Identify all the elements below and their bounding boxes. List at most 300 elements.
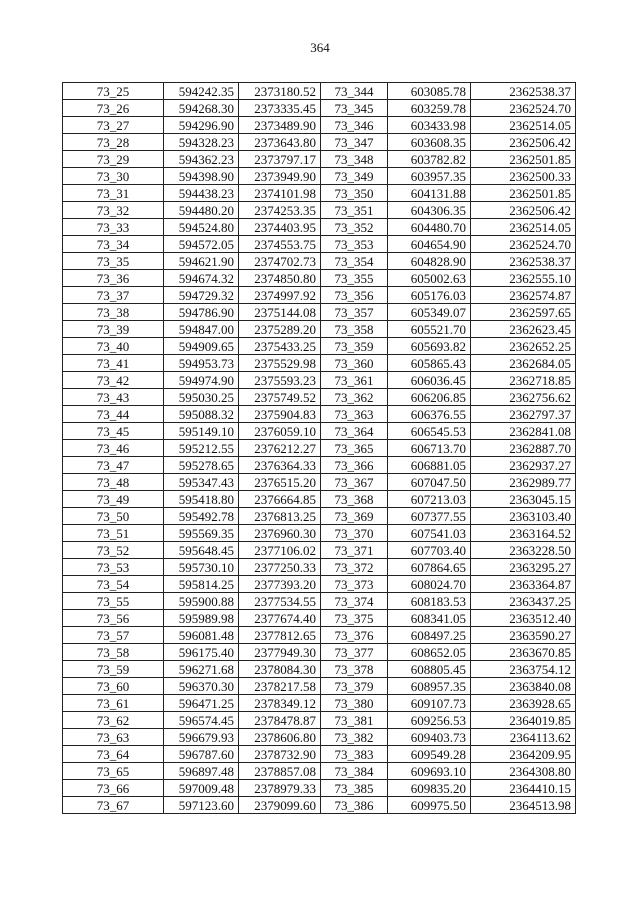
point-id-left: 73_33 — [63, 219, 164, 236]
y-coord-left: 2375749.52 — [239, 389, 321, 406]
point-id-right: 73_382 — [321, 729, 388, 746]
table-row — [63, 270, 576, 287]
y-coord-left: 2375144.08 — [239, 304, 321, 321]
x-coord-left: 596787.60 — [164, 746, 239, 763]
y-coord-right: 2362500.33 — [471, 168, 576, 185]
x-coord-left: 596175.40 — [164, 644, 239, 661]
point-id-right: 73_373 — [321, 576, 388, 593]
x-coord-left: 597009.48 — [164, 780, 239, 797]
point-id-right: 73_377 — [321, 644, 388, 661]
x-coord-right: 607213.03 — [388, 491, 471, 508]
y-coord-right: 2362524.70 — [471, 236, 576, 253]
point-id-right: 73_354 — [321, 253, 388, 270]
y-coord-right: 2362989.77 — [471, 474, 576, 491]
point-id-left: 73_53 — [63, 559, 164, 576]
y-coord-left: 2374101.98 — [239, 185, 321, 202]
point-id-right: 73_367 — [321, 474, 388, 491]
y-coord-right: 2364410.15 — [471, 780, 576, 797]
x-coord-right: 607864.65 — [388, 559, 471, 576]
point-id-left: 73_66 — [63, 780, 164, 797]
point-id-left: 73_55 — [63, 593, 164, 610]
y-coord-left: 2378857.08 — [239, 763, 321, 780]
y-coord-left: 2376664.85 — [239, 491, 321, 508]
x-coord-right: 605002.63 — [388, 270, 471, 287]
x-coord-left: 596471.25 — [164, 695, 239, 712]
point-id-left: 73_51 — [63, 525, 164, 542]
table-row — [63, 389, 576, 406]
x-coord-right: 603433.98 — [388, 117, 471, 134]
point-id-right: 73_357 — [321, 304, 388, 321]
table-row — [63, 253, 576, 270]
x-coord-left: 595730.10 — [164, 559, 239, 576]
point-id-left: 73_64 — [63, 746, 164, 763]
x-coord-left: 594328.23 — [164, 134, 239, 151]
y-coord-left: 2373180.52 — [239, 83, 321, 100]
table-row — [63, 576, 576, 593]
point-id-right: 73_345 — [321, 100, 388, 117]
point-id-left: 73_60 — [63, 678, 164, 695]
point-id-left: 73_54 — [63, 576, 164, 593]
point-id-right: 73_352 — [321, 219, 388, 236]
point-id-right: 73_386 — [321, 797, 388, 814]
x-coord-right: 606206.85 — [388, 389, 471, 406]
y-coord-right: 2363590.27 — [471, 627, 576, 644]
x-coord-right: 606036.45 — [388, 372, 471, 389]
x-coord-right: 609549.28 — [388, 746, 471, 763]
x-coord-right: 609107.73 — [388, 695, 471, 712]
y-coord-left: 2378478.87 — [239, 712, 321, 729]
x-coord-right: 609975.50 — [388, 797, 471, 814]
x-coord-left: 596271.68 — [164, 661, 239, 678]
point-id-right: 73_371 — [321, 542, 388, 559]
y-coord-left: 2377106.02 — [239, 542, 321, 559]
y-coord-left: 2376059.10 — [239, 423, 321, 440]
point-id-right: 73_368 — [321, 491, 388, 508]
x-coord-left: 595814.25 — [164, 576, 239, 593]
x-coord-right: 608183.53 — [388, 593, 471, 610]
table-row — [63, 440, 576, 457]
y-coord-left: 2373643.80 — [239, 134, 321, 151]
table-row — [63, 338, 576, 355]
x-coord-right: 606376.55 — [388, 406, 471, 423]
point-id-right: 73_344 — [321, 83, 388, 100]
x-coord-left: 594398.90 — [164, 168, 239, 185]
y-coord-left: 2373335.45 — [239, 100, 321, 117]
coordinates-table-body — [63, 83, 576, 814]
point-id-left: 73_58 — [63, 644, 164, 661]
y-coord-right: 2362684.05 — [471, 355, 576, 372]
point-id-right: 73_372 — [321, 559, 388, 576]
table-row — [63, 168, 576, 185]
x-coord-right: 605693.82 — [388, 338, 471, 355]
table-row — [63, 202, 576, 219]
y-coord-right: 2363103.40 — [471, 508, 576, 525]
table-row — [63, 525, 576, 542]
y-coord-right: 2362501.85 — [471, 151, 576, 168]
point-id-right: 73_379 — [321, 678, 388, 695]
y-coord-right: 2362756.62 — [471, 389, 576, 406]
y-coord-left: 2377949.30 — [239, 644, 321, 661]
x-coord-left: 594524.80 — [164, 219, 239, 236]
point-id-right: 73_376 — [321, 627, 388, 644]
y-coord-left: 2378084.30 — [239, 661, 321, 678]
y-coord-left: 2377674.40 — [239, 610, 321, 627]
y-coord-left: 2373489.90 — [239, 117, 321, 134]
y-coord-left: 2374702.73 — [239, 253, 321, 270]
y-coord-left: 2375593.23 — [239, 372, 321, 389]
y-coord-right: 2363295.27 — [471, 559, 576, 576]
point-id-left: 73_37 — [63, 287, 164, 304]
y-coord-left: 2376212.27 — [239, 440, 321, 457]
x-coord-left: 595149.10 — [164, 423, 239, 440]
table-row — [63, 474, 576, 491]
y-coord-right: 2362597.65 — [471, 304, 576, 321]
x-coord-left: 595648.45 — [164, 542, 239, 559]
y-coord-left: 2373797.17 — [239, 151, 321, 168]
y-coord-right: 2362538.37 — [471, 83, 576, 100]
y-coord-right: 2363045.15 — [471, 491, 576, 508]
table-row — [63, 678, 576, 695]
x-coord-right: 603259.78 — [388, 100, 471, 117]
point-id-right: 73_374 — [321, 593, 388, 610]
x-coord-left: 594909.65 — [164, 338, 239, 355]
x-coord-right: 603957.35 — [388, 168, 471, 185]
y-coord-right: 2362937.27 — [471, 457, 576, 474]
point-id-right: 73_364 — [321, 423, 388, 440]
point-id-left: 73_43 — [63, 389, 164, 406]
x-coord-right: 603608.35 — [388, 134, 471, 151]
x-coord-left: 596370.30 — [164, 678, 239, 695]
x-coord-left: 596679.93 — [164, 729, 239, 746]
table-row — [63, 491, 576, 508]
x-coord-right: 606713.70 — [388, 440, 471, 457]
point-id-right: 73_355 — [321, 270, 388, 287]
y-coord-right: 2362538.37 — [471, 253, 576, 270]
x-coord-right: 605176.03 — [388, 287, 471, 304]
y-coord-left: 2376515.20 — [239, 474, 321, 491]
point-id-right: 73_358 — [321, 321, 388, 338]
x-coord-right: 607047.50 — [388, 474, 471, 491]
y-coord-left: 2379099.60 — [239, 797, 321, 814]
x-coord-left: 594953.73 — [164, 355, 239, 372]
table-row — [63, 457, 576, 474]
point-id-right: 73_348 — [321, 151, 388, 168]
x-coord-right: 607541.03 — [388, 525, 471, 542]
table-row — [63, 372, 576, 389]
page-number: 364 — [310, 40, 330, 55]
point-id-left: 73_46 — [63, 440, 164, 457]
point-id-left: 73_59 — [63, 661, 164, 678]
point-id-right: 73_350 — [321, 185, 388, 202]
x-coord-right: 606545.53 — [388, 423, 471, 440]
table-row — [63, 763, 576, 780]
x-coord-right: 606881.05 — [388, 457, 471, 474]
y-coord-left: 2377250.33 — [239, 559, 321, 576]
point-id-left: 73_36 — [63, 270, 164, 287]
y-coord-right: 2363670.85 — [471, 644, 576, 661]
table-row — [63, 185, 576, 202]
x-coord-left: 595418.80 — [164, 491, 239, 508]
y-coord-left: 2378732.90 — [239, 746, 321, 763]
y-coord-right: 2363840.08 — [471, 678, 576, 695]
y-coord-left: 2377812.65 — [239, 627, 321, 644]
point-id-left: 73_45 — [63, 423, 164, 440]
point-id-right: 73_359 — [321, 338, 388, 355]
point-id-left: 73_62 — [63, 712, 164, 729]
y-coord-left: 2374850.80 — [239, 270, 321, 287]
y-coord-right: 2363228.50 — [471, 542, 576, 559]
point-id-right: 73_346 — [321, 117, 388, 134]
x-coord-right: 604654.90 — [388, 236, 471, 253]
point-id-left: 73_41 — [63, 355, 164, 372]
x-coord-right: 605349.07 — [388, 304, 471, 321]
point-id-left: 73_50 — [63, 508, 164, 525]
point-id-right: 73_356 — [321, 287, 388, 304]
y-coord-left: 2378349.12 — [239, 695, 321, 712]
point-id-right: 73_353 — [321, 236, 388, 253]
table-row — [63, 236, 576, 253]
x-coord-right: 603085.78 — [388, 83, 471, 100]
y-coord-right: 2362501.85 — [471, 185, 576, 202]
point-id-left: 73_48 — [63, 474, 164, 491]
y-coord-left: 2378979.33 — [239, 780, 321, 797]
point-id-right: 73_347 — [321, 134, 388, 151]
table-row — [63, 593, 576, 610]
point-id-right: 73_378 — [321, 661, 388, 678]
point-id-left: 73_63 — [63, 729, 164, 746]
y-coord-left: 2375529.98 — [239, 355, 321, 372]
y-coord-right: 2364209.95 — [471, 746, 576, 763]
x-coord-right: 608652.05 — [388, 644, 471, 661]
y-coord-right: 2362514.05 — [471, 219, 576, 236]
x-coord-left: 594847.00 — [164, 321, 239, 338]
point-id-right: 73_380 — [321, 695, 388, 712]
point-id-left: 73_49 — [63, 491, 164, 508]
y-coord-right: 2362652.25 — [471, 338, 576, 355]
y-coord-left: 2378606.80 — [239, 729, 321, 746]
table-row — [63, 644, 576, 661]
point-id-left: 73_30 — [63, 168, 164, 185]
x-coord-right: 604480.70 — [388, 219, 471, 236]
x-coord-left: 594242.35 — [164, 83, 239, 100]
table-row — [63, 508, 576, 525]
table-row — [63, 423, 576, 440]
y-coord-right: 2362797.37 — [471, 406, 576, 423]
y-coord-left: 2375904.83 — [239, 406, 321, 423]
y-coord-left: 2376960.30 — [239, 525, 321, 542]
table-row — [63, 610, 576, 627]
x-coord-left: 595989.98 — [164, 610, 239, 627]
point-id-left: 73_34 — [63, 236, 164, 253]
point-id-left: 73_35 — [63, 253, 164, 270]
y-coord-right: 2364513.98 — [471, 797, 576, 814]
x-coord-left: 597123.60 — [164, 797, 239, 814]
y-coord-right: 2362623.45 — [471, 321, 576, 338]
table-row — [63, 151, 576, 168]
point-id-right: 73_383 — [321, 746, 388, 763]
table-row — [63, 542, 576, 559]
x-coord-right: 604306.35 — [388, 202, 471, 219]
point-id-left: 73_38 — [63, 304, 164, 321]
point-id-right: 73_369 — [321, 508, 388, 525]
point-id-right: 73_365 — [321, 440, 388, 457]
x-coord-left: 594362.23 — [164, 151, 239, 168]
x-coord-right: 609256.53 — [388, 712, 471, 729]
y-coord-right: 2362574.87 — [471, 287, 576, 304]
y-coord-right: 2364308.80 — [471, 763, 576, 780]
y-coord-right: 2362887.70 — [471, 440, 576, 457]
point-id-left: 73_28 — [63, 134, 164, 151]
x-coord-left: 594268.30 — [164, 100, 239, 117]
y-coord-right: 2363928.65 — [471, 695, 576, 712]
y-coord-right: 2362506.42 — [471, 202, 576, 219]
point-id-left: 73_61 — [63, 695, 164, 712]
x-coord-left: 595492.78 — [164, 508, 239, 525]
y-coord-left: 2375433.25 — [239, 338, 321, 355]
x-coord-right: 605865.43 — [388, 355, 471, 372]
x-coord-left: 595030.25 — [164, 389, 239, 406]
table-row — [63, 134, 576, 151]
y-coord-left: 2374403.95 — [239, 219, 321, 236]
y-coord-left: 2374553.75 — [239, 236, 321, 253]
table-row — [63, 406, 576, 423]
y-coord-left: 2374997.92 — [239, 287, 321, 304]
x-coord-right: 603782.82 — [388, 151, 471, 168]
y-coord-right: 2362841.08 — [471, 423, 576, 440]
point-id-left: 73_29 — [63, 151, 164, 168]
y-coord-left: 2374253.35 — [239, 202, 321, 219]
point-id-right: 73_370 — [321, 525, 388, 542]
x-coord-right: 608024.70 — [388, 576, 471, 593]
table-row — [63, 559, 576, 576]
table-row — [63, 729, 576, 746]
point-id-right: 73_362 — [321, 389, 388, 406]
point-id-left: 73_47 — [63, 457, 164, 474]
x-coord-right: 605521.70 — [388, 321, 471, 338]
point-id-left: 73_25 — [63, 83, 164, 100]
y-coord-right: 2362506.42 — [471, 134, 576, 151]
point-id-right: 73_366 — [321, 457, 388, 474]
x-coord-left: 595212.55 — [164, 440, 239, 457]
x-coord-left: 595278.65 — [164, 457, 239, 474]
x-coord-left: 595088.32 — [164, 406, 239, 423]
point-id-left: 73_31 — [63, 185, 164, 202]
x-coord-right: 609693.10 — [388, 763, 471, 780]
x-coord-left: 596081.48 — [164, 627, 239, 644]
point-id-left: 73_42 — [63, 372, 164, 389]
y-coord-left: 2376364.33 — [239, 457, 321, 474]
table-row — [63, 321, 576, 338]
y-coord-right: 2362555.10 — [471, 270, 576, 287]
point-id-right: 73_351 — [321, 202, 388, 219]
point-id-right: 73_349 — [321, 168, 388, 185]
x-coord-left: 594621.90 — [164, 253, 239, 270]
point-id-right: 73_361 — [321, 372, 388, 389]
x-coord-left: 594674.32 — [164, 270, 239, 287]
table-row — [63, 83, 576, 100]
point-id-right: 73_360 — [321, 355, 388, 372]
x-coord-left: 594296.90 — [164, 117, 239, 134]
table-row — [63, 797, 576, 814]
x-coord-left: 594438.23 — [164, 185, 239, 202]
point-id-left: 73_32 — [63, 202, 164, 219]
point-id-right: 73_381 — [321, 712, 388, 729]
x-coord-right: 608497.25 — [388, 627, 471, 644]
x-coord-right: 609403.73 — [388, 729, 471, 746]
x-coord-right: 604131.88 — [388, 185, 471, 202]
x-coord-right: 607377.55 — [388, 508, 471, 525]
y-coord-right: 2363512.40 — [471, 610, 576, 627]
point-id-right: 73_385 — [321, 780, 388, 797]
y-coord-right: 2363164.52 — [471, 525, 576, 542]
x-coord-right: 608341.05 — [388, 610, 471, 627]
y-coord-right: 2364113.62 — [471, 729, 576, 746]
x-coord-left: 595347.43 — [164, 474, 239, 491]
table-row — [63, 627, 576, 644]
point-id-right: 73_375 — [321, 610, 388, 627]
point-id-left: 73_40 — [63, 338, 164, 355]
x-coord-left: 594786.90 — [164, 304, 239, 321]
point-id-left: 73_52 — [63, 542, 164, 559]
y-coord-right: 2363754.12 — [471, 661, 576, 678]
point-id-right: 73_384 — [321, 763, 388, 780]
x-coord-left: 594480.20 — [164, 202, 239, 219]
table-row — [63, 219, 576, 236]
y-coord-left: 2375289.20 — [239, 321, 321, 338]
x-coord-left: 595900.88 — [164, 593, 239, 610]
table-row — [63, 746, 576, 763]
point-id-left: 73_27 — [63, 117, 164, 134]
table-row — [63, 287, 576, 304]
x-coord-right: 608805.45 — [388, 661, 471, 678]
table-row — [63, 304, 576, 321]
x-coord-right: 607703.40 — [388, 542, 471, 559]
point-id-left: 73_65 — [63, 763, 164, 780]
y-coord-right: 2363437.25 — [471, 593, 576, 610]
point-id-left: 73_56 — [63, 610, 164, 627]
table-row — [63, 695, 576, 712]
x-coord-right: 604828.90 — [388, 253, 471, 270]
table-row — [63, 780, 576, 797]
point-id-right: 73_363 — [321, 406, 388, 423]
y-coord-left: 2378217.58 — [239, 678, 321, 695]
y-coord-right: 2362514.05 — [471, 117, 576, 134]
point-id-left: 73_44 — [63, 406, 164, 423]
x-coord-left: 594974.90 — [164, 372, 239, 389]
point-id-left: 73_26 — [63, 100, 164, 117]
x-coord-right: 609835.20 — [388, 780, 471, 797]
y-coord-left: 2377393.20 — [239, 576, 321, 593]
y-coord-left: 2377534.55 — [239, 593, 321, 610]
point-id-left: 73_39 — [63, 321, 164, 338]
y-coord-left: 2373949.90 — [239, 168, 321, 185]
table-row — [63, 117, 576, 134]
table-row — [63, 661, 576, 678]
x-coord-left: 594729.32 — [164, 287, 239, 304]
x-coord-left: 594572.05 — [164, 236, 239, 253]
x-coord-left: 595569.35 — [164, 525, 239, 542]
table-row — [63, 712, 576, 729]
y-coord-right: 2364019.85 — [471, 712, 576, 729]
x-coord-right: 608957.35 — [388, 678, 471, 695]
y-coord-right: 2362524.70 — [471, 100, 576, 117]
coordinates-table — [62, 82, 576, 814]
table-row — [63, 100, 576, 117]
x-coord-left: 596574.45 — [164, 712, 239, 729]
point-id-left: 73_67 — [63, 797, 164, 814]
y-coord-right: 2363364.87 — [471, 576, 576, 593]
y-coord-left: 2376813.25 — [239, 508, 321, 525]
